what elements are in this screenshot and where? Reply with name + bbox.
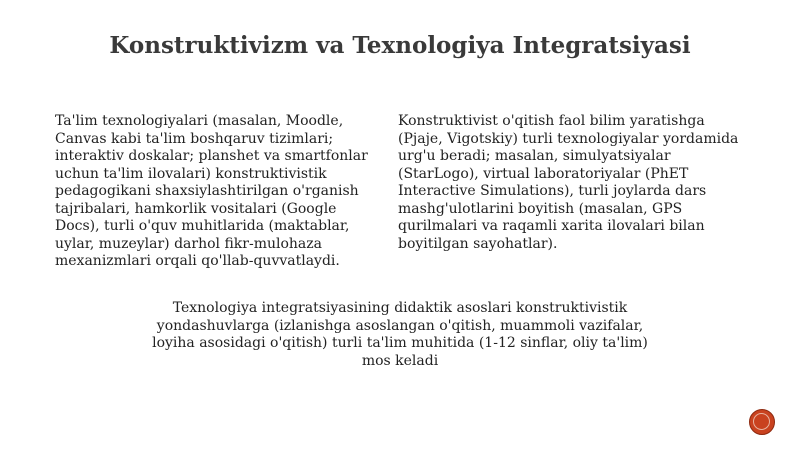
left-paragraph: Ta'lim texnologiyalari (masalan, Moodle, Canvas kabi ta'lim boshqaruv tizimlari; interaktiv doskalar; planshet va smartfonlar uchun ta'lim ilovalari) konstruktivistik pedagogikani shaxsiylashtirilgan o'rganish tajribalari, hamkorlik vositalari (Google Docs), turli o'quv muhitlarida (maktablar, uylar, muzeylar) darhol fikr-mulohaza mexanizmlari orqali qo'llab-quvvatlaydi. xyxy=(55,113,368,269)
slide-title: Konstruktivizm va Texnologiya Integratsiyasi xyxy=(109,32,691,59)
bottom-paragraph: Texnologiya integratsiyasining didaktik asoslari konstruktivistik yondashuvlarga (izlanishga asoslangan o'qitish, muammoli vazifalar, loyiha asosidagi o'qitish) turli ta'lim muhitida (1-12 sinflar, oliy ta'lim) mos keladi xyxy=(152,300,648,369)
circle-nav-icon xyxy=(753,413,770,430)
slide-nav-button[interactable] xyxy=(749,409,775,435)
right-paragraph: Konstruktivist o'qitish faol bilim yaratishga (Pjaje, Vigotskiy) turli texnologiyalar yordamida urg'u beradi; masalan, simulyatsiyalar (StarLogo), virtual laboratoriyalar (PhET Interactive Simulations), turli joylarda dars mashg'ulotlarini boyitish (masalan, GPS qurilmalari va raqamli xarita ilovalari bilan boyitilgan sayohatlar). xyxy=(398,113,739,252)
